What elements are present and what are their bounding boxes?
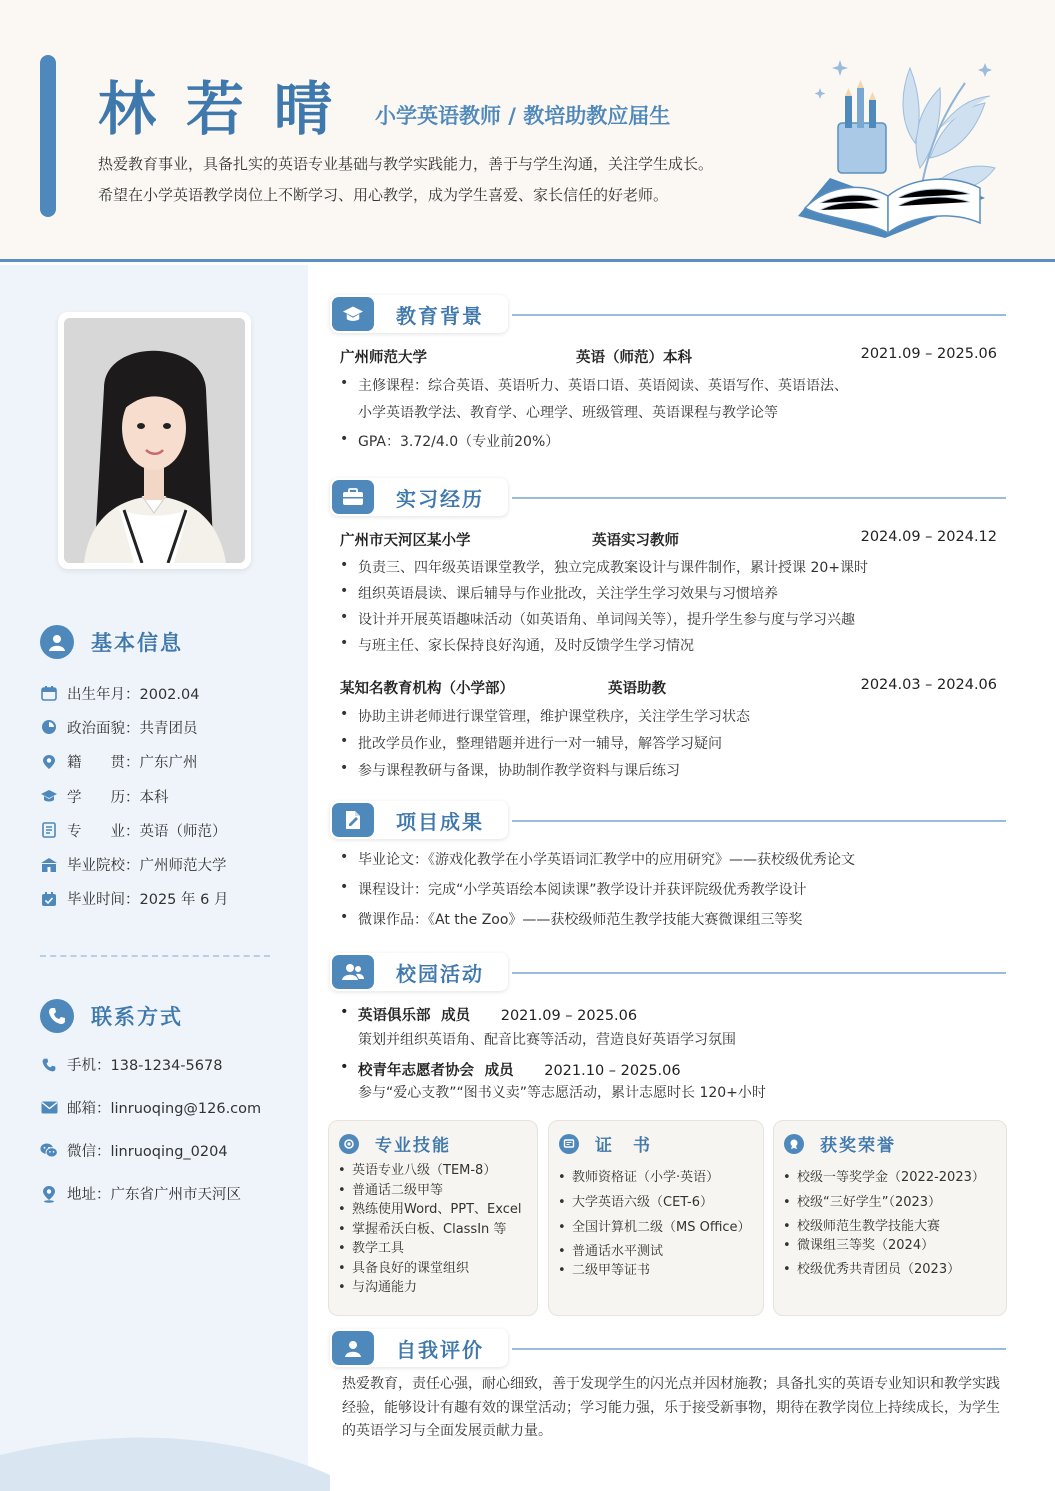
activity-2-org: 校青年志愿者协会	[358, 1063, 474, 1079]
info-text-hometown: 籍 贯：广东广州	[67, 755, 198, 772]
contact-text-phone: 手机：138-1234-5678	[67, 1058, 223, 1074]
awards-list	[783, 1165, 985, 1286]
section-projects-title: 项目成果	[396, 810, 484, 834]
calendar-check-icon	[40, 890, 58, 908]
contact-text-address: 地址：广东省广州市天河区	[67, 1187, 241, 1203]
list-item: • 熟练使用Word、PPT、Excel	[338, 1200, 521, 1220]
calendar-icon	[40, 684, 58, 702]
awards-box	[773, 1120, 1007, 1316]
activity-2-period: 2021.10 – 2025.06	[544, 1063, 681, 1079]
activity-2-role: 成员	[484, 1063, 514, 1079]
profile-photo	[64, 318, 245, 563]
internship-job-2-bullet	[340, 760, 680, 780]
info-text-politics: 政治面貌：共青团员	[67, 720, 198, 737]
bullet-text: 与班主任、家长保持良好沟通，及时反馈学生学习情况	[358, 638, 694, 654]
project-item	[340, 849, 855, 869]
info-text-school: 毕业院校：广州师范大学	[67, 858, 227, 875]
section-rule	[512, 1348, 1006, 1350]
project-text: 毕业论文：《游戏化教学在小学英语词汇教学中的应用研究》——获校级优秀论文	[358, 852, 855, 868]
contact-list	[40, 1043, 261, 1215]
list-item: • 全国计算机二级（MS Office）	[558, 1215, 751, 1240]
project-item	[340, 909, 802, 929]
list-item: • 校级一等奖学金（2022-2023）	[783, 1165, 985, 1190]
list-item: • 英语专业八级（TEM-8）	[338, 1161, 521, 1181]
certs-list	[558, 1165, 751, 1278]
header-accent-bar	[40, 55, 56, 217]
activity-2-desc: 参与“爱心支教”“图书义卖”等志愿活动，累计志愿时长 120+小时	[358, 1085, 766, 1101]
activity-1-org: 英语俱乐部	[358, 1008, 431, 1024]
list-item-continuation	[558, 1263, 751, 1278]
self-eval-text: 热爱教育，责任心强，耐心细致，善于发现学生的闪光点并因材施教；具备扎实的英语专业知识和教学实践经验，能够设计有趣有效的课堂活动；学习能力强，乐于接受新事物，期待在教学岗位上持续成长，为学生的英语学习与全面发展贡献力量。	[342, 1376, 1000, 1439]
education-courses-line-2: 小学英语教学法、教育学、心理学、班级管理、英语课程与教学论等	[358, 405, 778, 421]
section-rule	[512, 314, 1006, 316]
address-pin-icon	[40, 1185, 58, 1203]
activity-2-head	[340, 1059, 681, 1080]
section-internship-title: 实习经历	[396, 487, 484, 511]
certs-box	[548, 1120, 764, 1316]
intro-line-2: 希望在小学英语教学岗位上不断学习、用心教学，成为学生喜爱、家长信任的好老师。	[98, 186, 669, 204]
info-item-degree	[40, 779, 228, 813]
book-pencil-illustration-icon	[790, 48, 1005, 253]
info-item-politics	[40, 710, 228, 744]
section-self-eval-title: 自我评价	[396, 1338, 484, 1362]
info-text-graduation: 毕业时间：2025 年 6 月	[67, 892, 229, 909]
info-text-degree: 学 历：本科	[67, 789, 169, 806]
list-item-continuation	[338, 1239, 521, 1259]
activity-1-period: 2021.09 – 2025.06	[500, 1008, 638, 1024]
list-item-continuation	[783, 1238, 985, 1253]
wechat-icon	[40, 1142, 58, 1160]
section-projects-header	[330, 801, 1006, 841]
contact-title-text: 联系方式	[91, 1005, 183, 1029]
section-internship-header	[330, 478, 1006, 518]
section-education-title: 教育背景	[396, 304, 484, 328]
internship-job-2-role: 英语助教	[608, 681, 666, 697]
skills-continuation-text: 教学工具	[352, 1241, 405, 1256]
education-major: 英语（师范）本科	[576, 350, 692, 366]
edit-document-icon	[332, 803, 374, 837]
section-self-eval-header	[330, 1329, 1006, 1369]
list-item: • 掌握希沃白板、ClassIn 等	[338, 1220, 521, 1240]
mail-icon	[40, 1099, 58, 1117]
job-title: 小学英语教师 / 教培助教应届生	[375, 104, 671, 128]
education-period: 2021.09 – 2025.06	[860, 346, 997, 362]
info-item-hometown	[40, 745, 228, 779]
project-text: 微课作品：《At the Zoo》——获校级师范生教学技能大赛微课组三等奖	[358, 912, 803, 928]
internship-job-1-bullet	[340, 583, 778, 603]
contact-title	[40, 999, 183, 1033]
bullet-text: 设计并开展英语趣味活动（如英语角、单词闯关等），提升学生参与度与学习兴趣	[358, 612, 855, 628]
list-item: • 大学英语六级（CET-6）	[558, 1190, 751, 1215]
education-courses-line-1: 主修课程：综合英语、英语听力、英语口语、英语阅读、英语写作、英语语法、	[358, 378, 848, 394]
internship-job-2-bullet	[340, 733, 722, 753]
internship-job-1-bullet	[340, 635, 694, 655]
activity-1-desc: 策划并组织英语角、配音比赛等活动，营造良好英语学习氛围	[358, 1032, 736, 1048]
contact-item-phone	[40, 1043, 261, 1086]
basic-info-title-text: 基本信息	[91, 631, 183, 655]
location-pin-icon	[40, 753, 58, 771]
document-icon	[40, 821, 58, 839]
contact-item-wechat	[40, 1129, 261, 1172]
header	[0, 0, 1055, 262]
user-icon	[40, 625, 74, 659]
person-icon	[332, 1331, 374, 1365]
certs-continuation-text: 二级甲等证书	[572, 1263, 651, 1278]
section-rule	[512, 497, 1006, 499]
intro-line-1: 热爱教育事业，具备扎实的英语专业基础与教学实践能力，善于与学生沟通，关注学生成长。	[98, 155, 714, 173]
basic-info-list	[40, 676, 228, 916]
profile-photo-frame	[58, 312, 251, 569]
certs-title: 证 书	[595, 1136, 652, 1156]
education-courses	[340, 375, 848, 395]
list-item: • 教师资格证（小学·英语）	[558, 1165, 751, 1190]
education-gpa-text: GPA：3.72/4.0（专业前20%）	[358, 434, 560, 450]
certs-box-header	[559, 1131, 652, 1156]
bullet-text: 协助主讲老师进行课堂管理，维护课堂秩序，关注学生学习状态	[358, 709, 750, 725]
awards-box-header	[784, 1131, 896, 1156]
section-rule	[512, 820, 1006, 822]
info-item-major	[40, 813, 228, 847]
bullet-text: 组织英语晨读、课后辅导与作业批改，关注学生学习效果与习惯培养	[358, 586, 778, 602]
info-text-major: 专 业：英语（师范）	[67, 823, 227, 840]
internship-job-1-bullet	[340, 557, 868, 577]
graduation-cap-icon	[332, 297, 374, 331]
phone-icon	[40, 1056, 58, 1074]
bullet-text: 参与课程教研与备课，协助制作教学资料与课后练习	[358, 763, 680, 779]
skills-title: 专业技能	[375, 1136, 451, 1156]
education-gpa	[340, 431, 559, 451]
education-school: 广州师范大学	[340, 350, 427, 366]
list-item-continuation	[338, 1278, 521, 1298]
skills-box	[328, 1120, 538, 1316]
bullet-text: 负责三、四年级英语课堂教学，独立完成教案设计与课件制作，累计授课 20+课时	[358, 560, 868, 576]
basic-info-title	[40, 625, 183, 659]
awards-title: 获奖荣誉	[820, 1136, 896, 1156]
project-item	[340, 879, 807, 899]
contact-item-address	[40, 1172, 261, 1215]
internship-job-2-org: 某知名教育机构（小学部）	[340, 681, 514, 697]
info-item-birth	[40, 676, 228, 710]
list-item: • 校级“三好学生”（2023）	[783, 1190, 985, 1215]
star-badge-icon	[339, 1134, 359, 1154]
section-education-header	[330, 295, 1006, 335]
awards-continuation-text: 微课组三等奖（2024）	[797, 1238, 935, 1253]
section-rule	[512, 972, 1006, 974]
party-badge-icon	[40, 718, 58, 736]
contact-text-wechat: 微信：linruoqing_0204	[67, 1144, 228, 1160]
candidate-name: 林若晴	[98, 75, 363, 143]
briefcase-icon	[332, 480, 374, 514]
list-item: • 具备良好的课堂组织	[338, 1259, 521, 1279]
skills-continuation-text: 与沟通能力	[352, 1280, 418, 1295]
list-item: • 校级师范生教学技能大赛	[783, 1215, 985, 1238]
school-icon	[40, 856, 58, 874]
section-activities-title: 校园活动	[396, 962, 484, 986]
contact-text-email: 邮箱：linruoqing@126.com	[67, 1101, 262, 1117]
portrait-illustration-icon	[64, 318, 245, 563]
activity-1-role: 成员	[441, 1008, 471, 1024]
info-item-graduation	[40, 882, 228, 916]
skills-list	[338, 1161, 521, 1298]
internship-job-1-bullet	[340, 609, 855, 629]
internship-job-1-period: 2024.09 – 2024.12	[860, 529, 997, 545]
list-item: • 校级优秀共青团员（2023）	[783, 1253, 985, 1286]
list-item: • 普通话二级甲等	[338, 1181, 521, 1201]
bullet-text: 批改学员作业，整理错题并进行一对一辅导，解答学习疑问	[358, 736, 722, 752]
skills-box-header	[339, 1131, 451, 1156]
contact-item-email	[40, 1086, 261, 1129]
certificate-icon	[559, 1134, 579, 1154]
graduation-cap-icon	[40, 787, 58, 805]
info-item-school	[40, 847, 228, 881]
phone-circle-icon	[40, 999, 74, 1033]
activity-1-head	[340, 1004, 637, 1025]
internship-job-2-bullet	[340, 706, 750, 726]
group-users-icon	[332, 955, 374, 989]
section-activities-header	[330, 953, 1006, 993]
list-item: • 普通话水平测试	[558, 1240, 751, 1263]
medal-icon	[784, 1134, 804, 1154]
internship-job-2-period: 2024.03 – 2024.06	[860, 677, 997, 693]
info-text-birth: 出生年月：2002.04	[67, 686, 200, 703]
internship-job-1-org: 广州市天河区某小学	[340, 533, 471, 549]
internship-job-1-role: 英语实习教师	[592, 533, 679, 549]
project-text: 课程设计：完成“小学英语绘本阅读课”教学设计并获评院级优秀教学设计	[358, 882, 807, 898]
sidebar-divider	[40, 955, 270, 957]
